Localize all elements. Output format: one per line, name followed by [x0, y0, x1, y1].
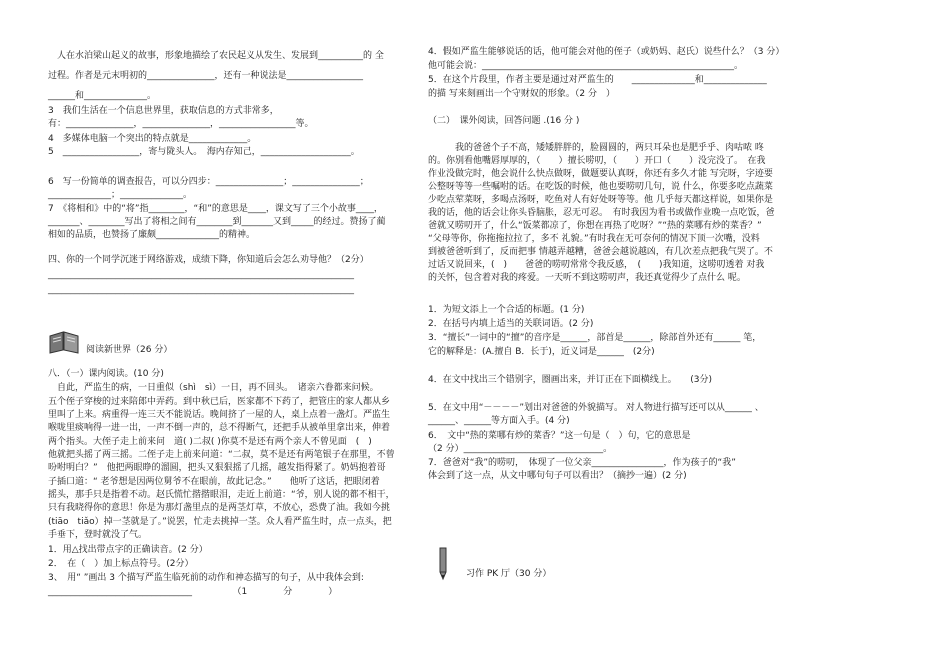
passage-line: 作业没做完时，他会说什么快点做呀，做题要认真呀，你还有多久才能 写完呀，字迹要 — [428, 169, 773, 179]
question-line: 他可能会说：________________________________________________________。 — [428, 61, 744, 71]
passage-line: 他就把头摇了两三摇。二侄子走上前来问道：“二叔，莫不是还有两笔银子在那里，不曾 — [48, 450, 395, 460]
passage-line: 到被爸爸听到了，反而把事 情越弄越糟，爸爸会越说越凶，有几次差点把我气哭了。不 — [428, 247, 773, 257]
book-icon — [48, 328, 80, 354]
answer-line: ____________________________________________________________________ — [48, 270, 354, 280]
passage-line: 手垂下，登时就没了气。 — [48, 530, 148, 540]
text-line: ______________；______________。 — [48, 190, 193, 200]
question-four: 四、你的一个同学沉迷于网络游戏，成绩下降，你知道后会怎么劝导他？（2分） — [48, 255, 369, 265]
passage-line: 过话又说回来，( ) 爸爸的唠叨常常令我反感， ( )我知道，这唠叨透着 对我 — [428, 260, 765, 270]
answer-line: ____________________________________________________________________ — [48, 285, 354, 295]
question-line: ______、______等方面入手。(4 分) — [428, 416, 570, 426]
text-line: 人在水泊梁山起义的故事，形象地描绘了农民起义从发生、发展到__________的 全 — [48, 51, 384, 61]
question-line: 2． 在（ ）加上标点符号。(2分） — [48, 559, 194, 569]
text-line: 5 _________________，寄与陇头人。 海内存知己，____________________。 — [48, 147, 360, 157]
question-line: 3、 用“ ”画出 3 个描写严监生临死前的动作和神态描写的句子，从中我体会到: — [48, 573, 364, 583]
passage-line: 我的话，他的话会让你头昏脑胀，忍无可忍。 有时我因为看书或做作业晚一点吃饭，爸 — [428, 208, 775, 218]
question-line: 1．为短文添上一个合适的标题。(1 分) — [428, 305, 585, 315]
question-line: 5．在这个片段里，作者主要是通过对严监生的 ______________和______________ — [428, 75, 767, 85]
passage-line: 子插口道：“ 老爷想是因两位舅爷不在眼前，故此记念。” 他听了这话，把眼闭着 — [48, 477, 380, 487]
section-title-reading: 阅读新世界（26 分） — [86, 345, 173, 355]
question-line: 体会到了这一点，从文中哪句句子可以看出？（摘抄一遍）(2 分) — [428, 471, 687, 481]
text-line: 相如的品质，也赞扬了廉颇______________的精神。 — [48, 230, 256, 240]
question-line: 5．在文中用“－－－－”划出对爸爸的外貌描写。 对人物进行描写还可以从______ 、 — [428, 403, 764, 413]
passage-line: 两个指头。大侄子走上前来问 道( )二叔( )你莫不是还有两个亲人不曾见面 ( ) — [48, 437, 372, 447]
passage-line: 里叫了上来。病重得一连三天不能说话。晚间挤了一屋的人，桌上点着一盏灯。严监生 — [48, 410, 391, 420]
passage-line: “父母等你，你拖拖拉拉了，多不 礼貌。”有时我在无可奈何的情况下顶一次嘴，没料 — [428, 234, 760, 244]
passage-line: 的关怀，包含着对我的疼爱。一天听不到这唠叨声，我还真觉得少了点什么 呢。 — [428, 273, 746, 283]
section-title-writing: 习作 PK 厅（30 分） — [466, 569, 552, 579]
text-line: _______、________写出了将相之间有________到_______又到_____的经过。赞扬了蔺 — [48, 217, 386, 227]
subsection-title: 八．（一）课内阅读。(10 分) — [48, 369, 164, 379]
question-line: 4．假如严监生能够说话的话，他可能会对他的侄子（或奶妈、赵氏）说些什么？（3 分） — [428, 47, 785, 57]
text-line: 7 《将相和》中的“将”指________，“和”的意思是____，课文写了三个小故事____， — [48, 204, 383, 214]
passage-line: 自此，严监生的病，一日重似（shì sì）一日，再不回头。 诸亲六眷都来问候。 — [48, 383, 379, 393]
text-line: 4 多媒体电脑一个突出的特点就是_____________。 — [48, 134, 257, 144]
passage-line: 五个侄子穿梭的过来陪郎中弄药。到中秋已后，医家都不下药了，把管庄的家人都从乡 — [48, 397, 391, 407]
question-line: 2．在括号内填上适当的关联词语。(2 分) — [428, 319, 594, 329]
text-line: 有：_______________，_______________，_________________等。 — [48, 119, 314, 129]
answer-line: ________________________________ （1 分 ） — [48, 587, 338, 597]
passage-line: 爸就又唠叨开了，什么“饭菜都凉了，你想在再热了吃呀？”“热的菜哪有炒的菜香？” — [428, 221, 762, 231]
passage-line: 喉咙里痰响得一进一出，一声不倒一声的，总不得断气，还把手从被单里拿出来，伸着 — [48, 423, 391, 433]
subsection-title: （二） 课外阅读，回答问题 .(16 分 ) — [428, 116, 580, 126]
passage-line: 我的爸爸个子不高，矮矮胖胖的，脸圆圆的，两只耳朵也是肥乎乎、肉咕哝 咚 — [428, 143, 764, 153]
text-line: 3 我们生活在一个信息世界里，获取信息的方式非常多， — [48, 106, 279, 116]
passage-line: 公整呀等等一些嘱咐的话。在吃饭的时候，他也要唠叨几句，说 什么，你要多吃点蔬菜 — [428, 182, 773, 192]
question-line: 它的解释是：(A.擅自 B．长于)，近义词是______ (2分) — [428, 347, 655, 357]
question-line: 7．爸爸对“我”的唠叨， 体现了一位父亲________________，作为孩子的“我” — [428, 458, 736, 468]
question-line: 3．“擅长”一词中的“擅”的音序是______，部首是______，除部首外还有______ 笔， — [428, 333, 762, 343]
text-line: 过程。作者是元末明初的_______________，还有一种说法是_________________ — [48, 71, 364, 81]
question-line: 4．在文中找出三个错别字，圈画出来，并订正在下面横线上。 (3分) — [428, 375, 712, 385]
question-line: （2 分）_______________________________。 — [428, 444, 613, 454]
passage-line: 的。你别看他嘴唇厚厚的，（ ）擅长唠叨，（ ）开口（ ）没完没了。 在我 — [428, 156, 766, 166]
question-line: 1．用△找出带点字的正确读音。(2 分） — [48, 545, 208, 555]
text-line: 6 写一份简单的调查报告，可以分四步：_______________；_______________； — [48, 177, 369, 187]
question-line: 6． 文中“热的菜哪有炒的菜香？”这一句是（ ）句，它的意思是 — [428, 431, 691, 441]
question-line: 的描 写来刻画出一个守财奴的形象。（2 分 ） — [428, 89, 615, 99]
text-line: ______和______________。 — [48, 91, 157, 101]
passage-line: 摇头，那手只是指着不动。赵氏慌忙揩揩眼泪，走近上前道：“爷，别人说的都不相干， — [48, 490, 395, 500]
passage-line: 吩咐明白？” 他把两眼睁的溜圆，把头又狠狠摇了几摇，越发指得紧了。奶妈抱着哥 — [48, 463, 386, 473]
passage-line: 少吃点荤菜呀，多喝点汤呀，吃鱼对人有好处呀等等。他 几乎每天都这样说，如果你是 — [428, 195, 773, 205]
pencil-icon — [434, 546, 452, 582]
passage-line: (tiāo tiǎo）掉一茎就是了。”说罢，忙走去挑掉一茎。众人看严监生时，点一点头，把 — [48, 517, 392, 527]
passage-line: 只有我晓得你的意思！你是为那灯盏里点的是两茎灯草，不放心，恐费了油。我如今挑 — [48, 503, 391, 513]
